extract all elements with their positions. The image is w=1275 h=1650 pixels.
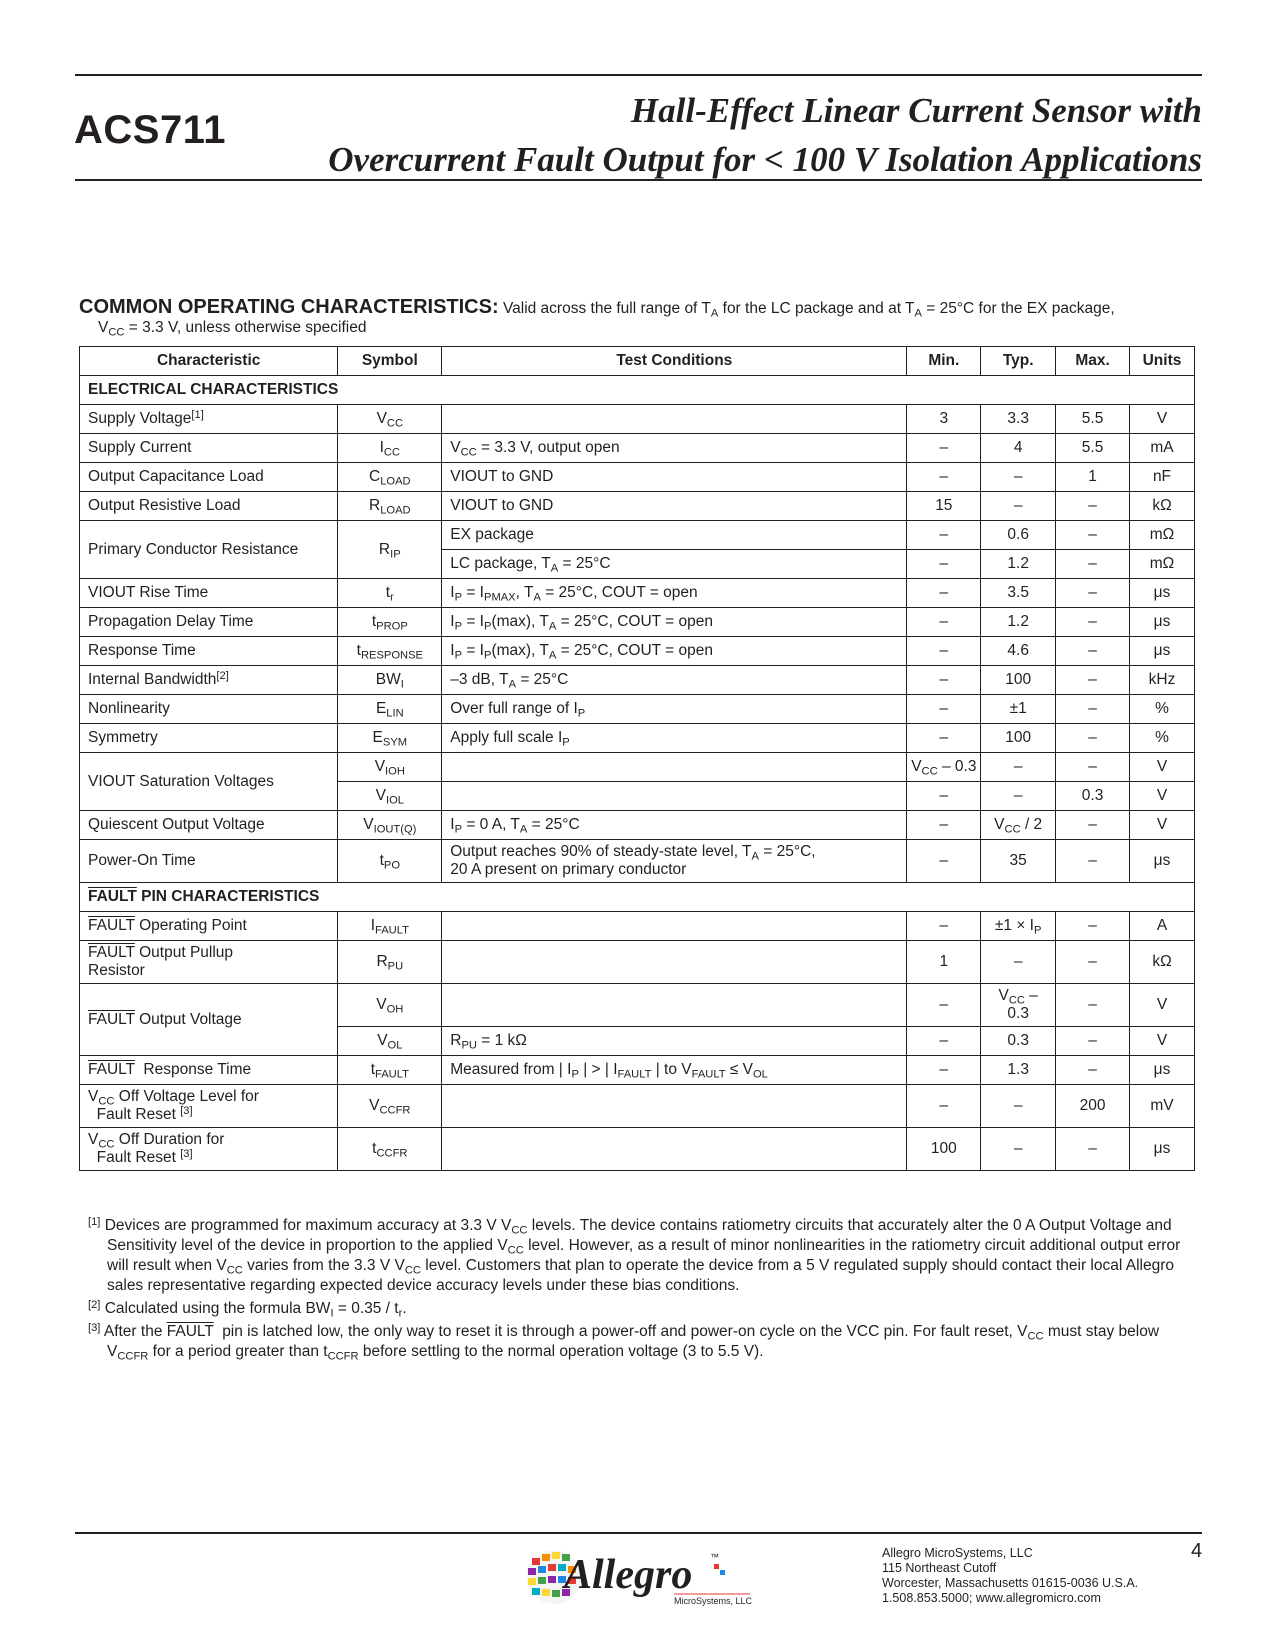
footer-rule bbox=[75, 1532, 1202, 1534]
column-header: Max. bbox=[1056, 347, 1130, 376]
table-row: Propagation Delay Time $t_{PROP}$ $I_P = I_P(\max)$, $T_A = 25^\circ C$, COUT = open – 1.2 – μs bbox=[80, 608, 1195, 637]
footnote-3: [3] After the FAULT pin is latched low, the only way to reset it is through a power-off and power-on cycle on the VCC pin. For fault reset, $V_{CC}$ must stay below $V_{CCFR}$ for a period greater than $t_{CCFR}$ before settling to the normal operation voltage (3 to 5.5 V). bbox=[88, 1321, 1160, 1363]
table-header-row bbox=[80, 347, 1195, 376]
table-row: $V_{CC}$ Off Voltage Level for Fault Reset [3] $V_{CCFR}$ – – 200 mV bbox=[80, 1085, 1195, 1128]
table-row: Output Capacitance Load $C_{LOAD}$ VIOUT to GND – – 1 nF bbox=[80, 463, 1195, 492]
table-row: VIOUT Rise Time $t_r$ $I_P = I_{PMAX}$, $T_A = 25^\circ C$, COUT = open – 3.5 – μs bbox=[80, 579, 1195, 608]
logo-wordmark: Allegro bbox=[564, 1552, 693, 1598]
column-header: Test Conditions bbox=[442, 347, 907, 376]
column-header: Characteristic bbox=[80, 347, 338, 376]
section-heading: COMMON OPERATING CHARACTERISTICS: Valid across the full range of $T_A$ for the LC package and at $T_A = 25^\circ C$ for the EX package, $V_{CC} = 3.3$ V, unless otherwise specified bbox=[79, 296, 1115, 339]
table-row: FAULT Output Pullup Resistor $R_{PU}$ 1 – – kΩ bbox=[80, 941, 1195, 984]
logo-subtitle: MicroSystems, LLC bbox=[674, 1596, 753, 1606]
group-row-fault: FAULT PIN CHARACTERISTICS bbox=[80, 883, 1195, 912]
part-number: ACS711 bbox=[74, 108, 226, 152]
column-header: Symbol bbox=[338, 347, 442, 376]
page-number: 4 bbox=[1191, 1540, 1203, 1562]
table-row: $V_{CC}$ Off Duration for Fault Reset [3] $t_{CCFR}$ 100 – – μs bbox=[80, 1128, 1195, 1171]
table-row: $V_{IOL}$ – – 0.3 V bbox=[80, 782, 1195, 811]
group-row-electrical: ELECTRICAL CHARACTERISTICS bbox=[80, 376, 1195, 405]
table-row: Output Resistive Load $R_{LOAD}$ VIOUT to GND 15 – – kΩ bbox=[80, 492, 1195, 521]
document-title: Hall-Effect Linear Current Sensor with Overcurrent Fault Output for < 100 V Isolation Applications bbox=[328, 91, 1202, 179]
table-row: Quiescent Output Voltage $V_{IOUT(Q)}$ $I_P = 0$ A, $T_A = 25^\circ C$ – $V_{CC} / 2$ – V bbox=[80, 811, 1195, 840]
table-row: Supply Voltage[1] $V_{CC}$ 3 3.3 5.5 V bbox=[80, 405, 1195, 434]
column-header: Typ. bbox=[981, 347, 1056, 376]
table-row: LC package, $T_A = 25^\circ C$ – 1.2 – mΩ bbox=[80, 550, 1195, 579]
operating-characteristics-table bbox=[79, 346, 1195, 1171]
table-row: Nonlinearity $E_{LIN}$ Over full range of $I_P$ – ±1 – % bbox=[80, 695, 1195, 724]
table-row: Primary Conductor Resistance $R_{IP}$ EX package – 0.6 – mΩ bbox=[80, 521, 1195, 550]
table-row: Supply Current $I_{CC}$ $V_{CC} = 3.3$ V, output open – 4 5.5 mA bbox=[80, 434, 1195, 463]
footnotes bbox=[88, 1216, 1188, 1365]
table-row: FAULT Output Voltage $V_{OH}$ – $V_{CC}$ – 0.3 – V bbox=[80, 984, 1195, 1027]
footnote-1: [1] Devices are programmed for maximum accuracy at 3.3 V $V_{CC}$ levels. The device contains ratiometry circuits that accurately alter the 0 A Output Voltage and Sensitivity level of the device in proportion to the applied $V_{CC}$ level. However, as a result of minor nonlinearities in the ratiometry circuit additional output error will result when $V_{CC}$ varies from the 3.3 V $V_{CC}$ level. Customers that plan to operate the device from a 5 V regulated supply should contact their local Allegro sales representative regarding expected device accuracy levels under these bias conditions. bbox=[88, 1215, 1181, 1294]
table-row: VIOUT Saturation Voltages $V_{IOH}$ $V_{CC} - 0.3$ – – V bbox=[80, 753, 1195, 782]
header-bottom-rule bbox=[75, 179, 1202, 181]
table-row: Power-On Time $t_{PO}$ Output reaches 90% of steady-state level, $T_A = 25^\circ C$, 20 A present on primary conductor – 35 – μs bbox=[80, 840, 1195, 883]
column-header: Units bbox=[1129, 347, 1194, 376]
column-header: Min. bbox=[907, 347, 981, 376]
allegro-logo bbox=[524, 1546, 754, 1608]
logo-trademark: ™ bbox=[710, 1552, 719, 1562]
footnote-2: [2] Calculated using the formula $BW_I = 0.35 / t_r$. bbox=[88, 1298, 407, 1320]
header-top-rule bbox=[75, 74, 1202, 76]
company-address: Allegro MicroSystems, LLC 115 Northeast Cutoff Worcester, Massachusetts 01615-0036 U.S.A. 1.508.853.5000; www.allegromicro.com bbox=[882, 1546, 1139, 1605]
table-row: $V_{OL}$ $R_{PU} = 1$ kΩ – 0.3 – V bbox=[80, 1027, 1195, 1056]
table-row: Internal Bandwidth[2] $BW_I$ –3 dB, $T_A = 25^\circ C$ – 100 – kHz bbox=[80, 666, 1195, 695]
table-row: FAULT Operating Point $I_{FAULT}$ – $\pm 1 \times I_P$ – A bbox=[80, 912, 1195, 941]
table-row: Response Time $t_{RESPONSE}$ $I_P = I_P(\max)$, $T_A = 25^\circ C$, COUT = open – 4.6 – μs bbox=[80, 637, 1195, 666]
table-row: FAULT Response Time $t_{FAULT}$ Measured from | $I_P$ | > | $I_{FAULT}$ | to $V_{FAULT} \le V_{OL}$ – 1.3 – μs bbox=[80, 1056, 1195, 1085]
table-row: Symmetry $E_{SYM}$ Apply full scale $I_P$ – 100 – % bbox=[80, 724, 1195, 753]
